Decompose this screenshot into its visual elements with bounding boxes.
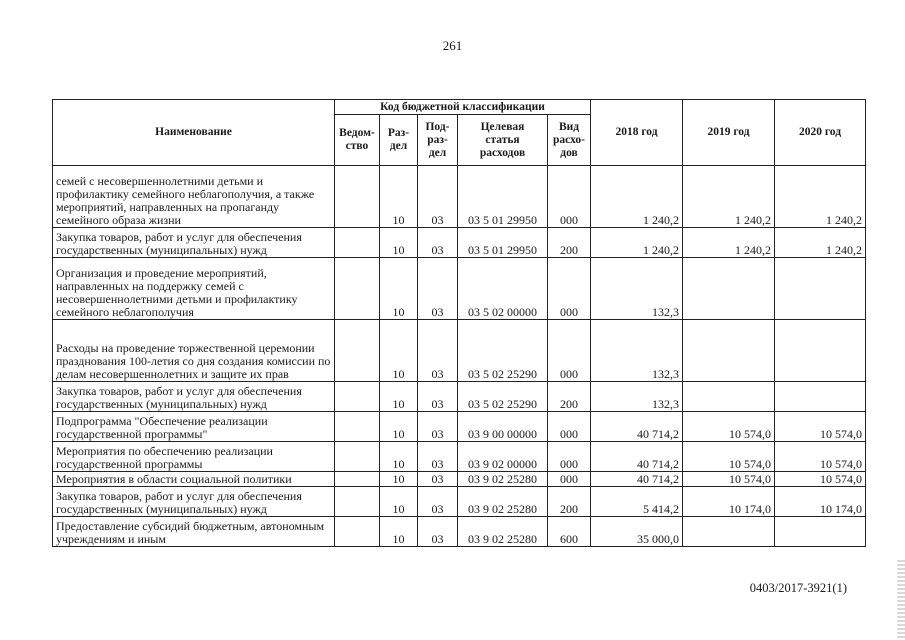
header-2018: 2018 год [591, 100, 683, 166]
row-name: Расходы на проведение торжественной церемонии празднования 100-летия со дня создания комиссии по делам несовершеннолетних и защите их прав [53, 320, 335, 382]
row-name: Закупка товаров, работ и услуг для обеспечения государственных (муниципальных) нужд [53, 382, 335, 412]
row-2020 [775, 258, 866, 320]
row-2018: 40 714,2 [591, 472, 683, 487]
row-2020 [775, 382, 866, 412]
scan-edge-artifact [897, 560, 905, 640]
table-row [53, 320, 866, 382]
row-vid: 000 [548, 166, 591, 228]
row-celevaya: 03 5 01 29950 [458, 228, 548, 258]
row-celevaya: 03 5 01 29950 [458, 166, 548, 228]
row-vid: 000 [548, 412, 591, 442]
header-celevaya-line: статья [485, 133, 520, 146]
row-2018: 1 240,2 [591, 228, 683, 258]
row-podrazdel: 03 [418, 517, 458, 547]
row-vid: 000 [548, 258, 591, 320]
row-name: Мероприятия в области социальной политики [53, 472, 335, 487]
row-podrazdel: 03 [418, 472, 458, 487]
row-name: Предоставление субсидий бюджетным, автономным учреждениям и иным [53, 517, 335, 547]
row-2018: 132,3 [591, 382, 683, 412]
row-2019: 10 174,0 [683, 487, 775, 517]
row-name: семей с несовершеннолетними детьми и профилактику семейного неблагополучия, а также мероприятий, направленных на пропаганду семейного образа жизни [53, 166, 335, 228]
row-vedomstvo [335, 166, 380, 228]
row-celevaya: 03 5 02 00000 [458, 258, 548, 320]
row-2019: 1 240,2 [683, 228, 775, 258]
row-podrazdel: 03 [418, 412, 458, 442]
row-2019 [683, 382, 775, 412]
row-podrazdel: 03 [418, 442, 458, 472]
row-vedomstvo [335, 228, 380, 258]
row-2019 [683, 320, 775, 382]
row-podrazdel: 03 [418, 258, 458, 320]
document-code: 0403/2017-3921(1) [749, 581, 847, 595]
header-vid-line: Вид [558, 120, 580, 133]
header-vid-line: дов [560, 146, 578, 159]
row-razdel: 10 [380, 442, 418, 472]
header-name: Наименование [53, 100, 335, 166]
row-celevaya: 03 9 00 00000 [458, 412, 548, 442]
row-vid: 000 [548, 320, 591, 382]
row-name: Подпрограмма "Обеспечение реализации государственной программы" [53, 412, 335, 442]
row-2019: 1 240,2 [683, 166, 775, 228]
row-razdel: 10 [380, 166, 418, 228]
table-row [53, 412, 866, 442]
row-celevaya: 03 5 02 25290 [458, 320, 548, 382]
row-vid: 000 [548, 442, 591, 472]
row-razdel: 10 [380, 228, 418, 258]
table-row [53, 382, 866, 412]
row-podrazdel: 03 [418, 320, 458, 382]
row-2019 [683, 517, 775, 547]
row-vedomstvo [335, 412, 380, 442]
row-celevaya: 03 9 02 25280 [458, 517, 548, 547]
header-celevaya [458, 115, 548, 166]
row-2019 [683, 258, 775, 320]
row-name: Закупка товаров, работ и услуг для обеспечения государственных (муниципальных) нужд [53, 487, 335, 517]
table-row [53, 258, 866, 320]
header-podrazdel-line: Под- [425, 120, 450, 133]
row-name: Мероприятия по обеспечению реализации государственной программы [53, 442, 335, 472]
row-celevaya: 03 9 02 25280 [458, 472, 548, 487]
header-vedomstvo-line: Ведом- [339, 127, 375, 139]
row-2018: 40 714,2 [591, 412, 683, 442]
row-2020: 10 574,0 [775, 472, 866, 487]
row-vid: 000 [548, 472, 591, 487]
row-2018: 5 414,2 [591, 487, 683, 517]
row-vedomstvo [335, 382, 380, 412]
row-2019: 10 574,0 [683, 472, 775, 487]
row-2020 [775, 517, 866, 547]
row-name: Организация и проведение мероприятий, направленных на поддержку семей с несовершеннолетними детьми и профилактику семейного неблагополучия [53, 258, 335, 320]
row-2020: 10 574,0 [775, 412, 866, 442]
header-razdel-line: дел [389, 140, 408, 152]
table-row [53, 228, 866, 258]
row-2020: 10 174,0 [775, 487, 866, 517]
row-razdel: 10 [380, 382, 418, 412]
header-podrazdel-line: раз- [427, 133, 448, 146]
header-razdel-line: Раз- [387, 127, 410, 139]
page-number: 261 [442, 38, 463, 53]
header-celevaya-line: Целевая [480, 120, 525, 133]
budget-table [52, 99, 866, 547]
header-2020: 2020 год [775, 100, 866, 166]
row-celevaya: 03 9 02 00000 [458, 442, 548, 472]
table-header [53, 100, 866, 166]
header-celevaya-line: расходов [479, 146, 526, 159]
row-vedomstvo [335, 320, 380, 382]
header-podrazdel-line: дел [428, 146, 447, 159]
header-vedomstvo [335, 115, 380, 166]
row-razdel: 10 [380, 320, 418, 382]
table-row [53, 472, 866, 487]
row-2020: 1 240,2 [775, 166, 866, 228]
row-vedomstvo [335, 258, 380, 320]
row-2020: 10 574,0 [775, 442, 866, 472]
row-vid: 200 [548, 382, 591, 412]
row-vedomstvo [335, 487, 380, 517]
row-vid: 600 [548, 517, 591, 547]
row-celevaya: 03 5 02 25290 [458, 382, 548, 412]
header-2019: 2019 год [683, 100, 775, 166]
row-razdel: 10 [380, 517, 418, 547]
row-podrazdel: 03 [418, 487, 458, 517]
row-vedomstvo [335, 472, 380, 487]
header-code-group: Код бюджетной классификации [335, 100, 591, 115]
row-2018: 132,3 [591, 320, 683, 382]
row-razdel: 10 [380, 258, 418, 320]
row-2020 [775, 320, 866, 382]
row-name: Закупка товаров, работ и услуг для обеспечения государственных (муниципальных) нужд [53, 228, 335, 258]
header-podrazdel [418, 115, 458, 166]
row-vedomstvo [335, 517, 380, 547]
row-2019: 10 574,0 [683, 442, 775, 472]
row-razdel: 10 [380, 487, 418, 517]
row-podrazdel: 03 [418, 382, 458, 412]
row-vid: 200 [548, 228, 591, 258]
row-razdel: 10 [380, 412, 418, 442]
row-2018: 40 714,2 [591, 442, 683, 472]
row-vid: 200 [548, 487, 591, 517]
header-razdel [380, 115, 418, 166]
table-row [53, 442, 866, 472]
row-2018: 35 000,0 [591, 517, 683, 547]
header-vedomstvo-line: ство [345, 140, 369, 152]
table-body [53, 166, 866, 547]
row-2020: 1 240,2 [775, 228, 866, 258]
row-razdel: 10 [380, 472, 418, 487]
row-podrazdel: 03 [418, 228, 458, 258]
row-podrazdel: 03 [418, 166, 458, 228]
table-row [53, 166, 866, 228]
row-celevaya: 03 9 02 25280 [458, 487, 548, 517]
header-vid [548, 115, 591, 166]
table-row [53, 487, 866, 517]
table-row [53, 517, 866, 547]
header-vid-line: расхо- [553, 133, 585, 146]
row-2019: 10 574,0 [683, 412, 775, 442]
row-2018: 132,3 [591, 258, 683, 320]
row-vedomstvo [335, 442, 380, 472]
row-2018: 1 240,2 [591, 166, 683, 228]
